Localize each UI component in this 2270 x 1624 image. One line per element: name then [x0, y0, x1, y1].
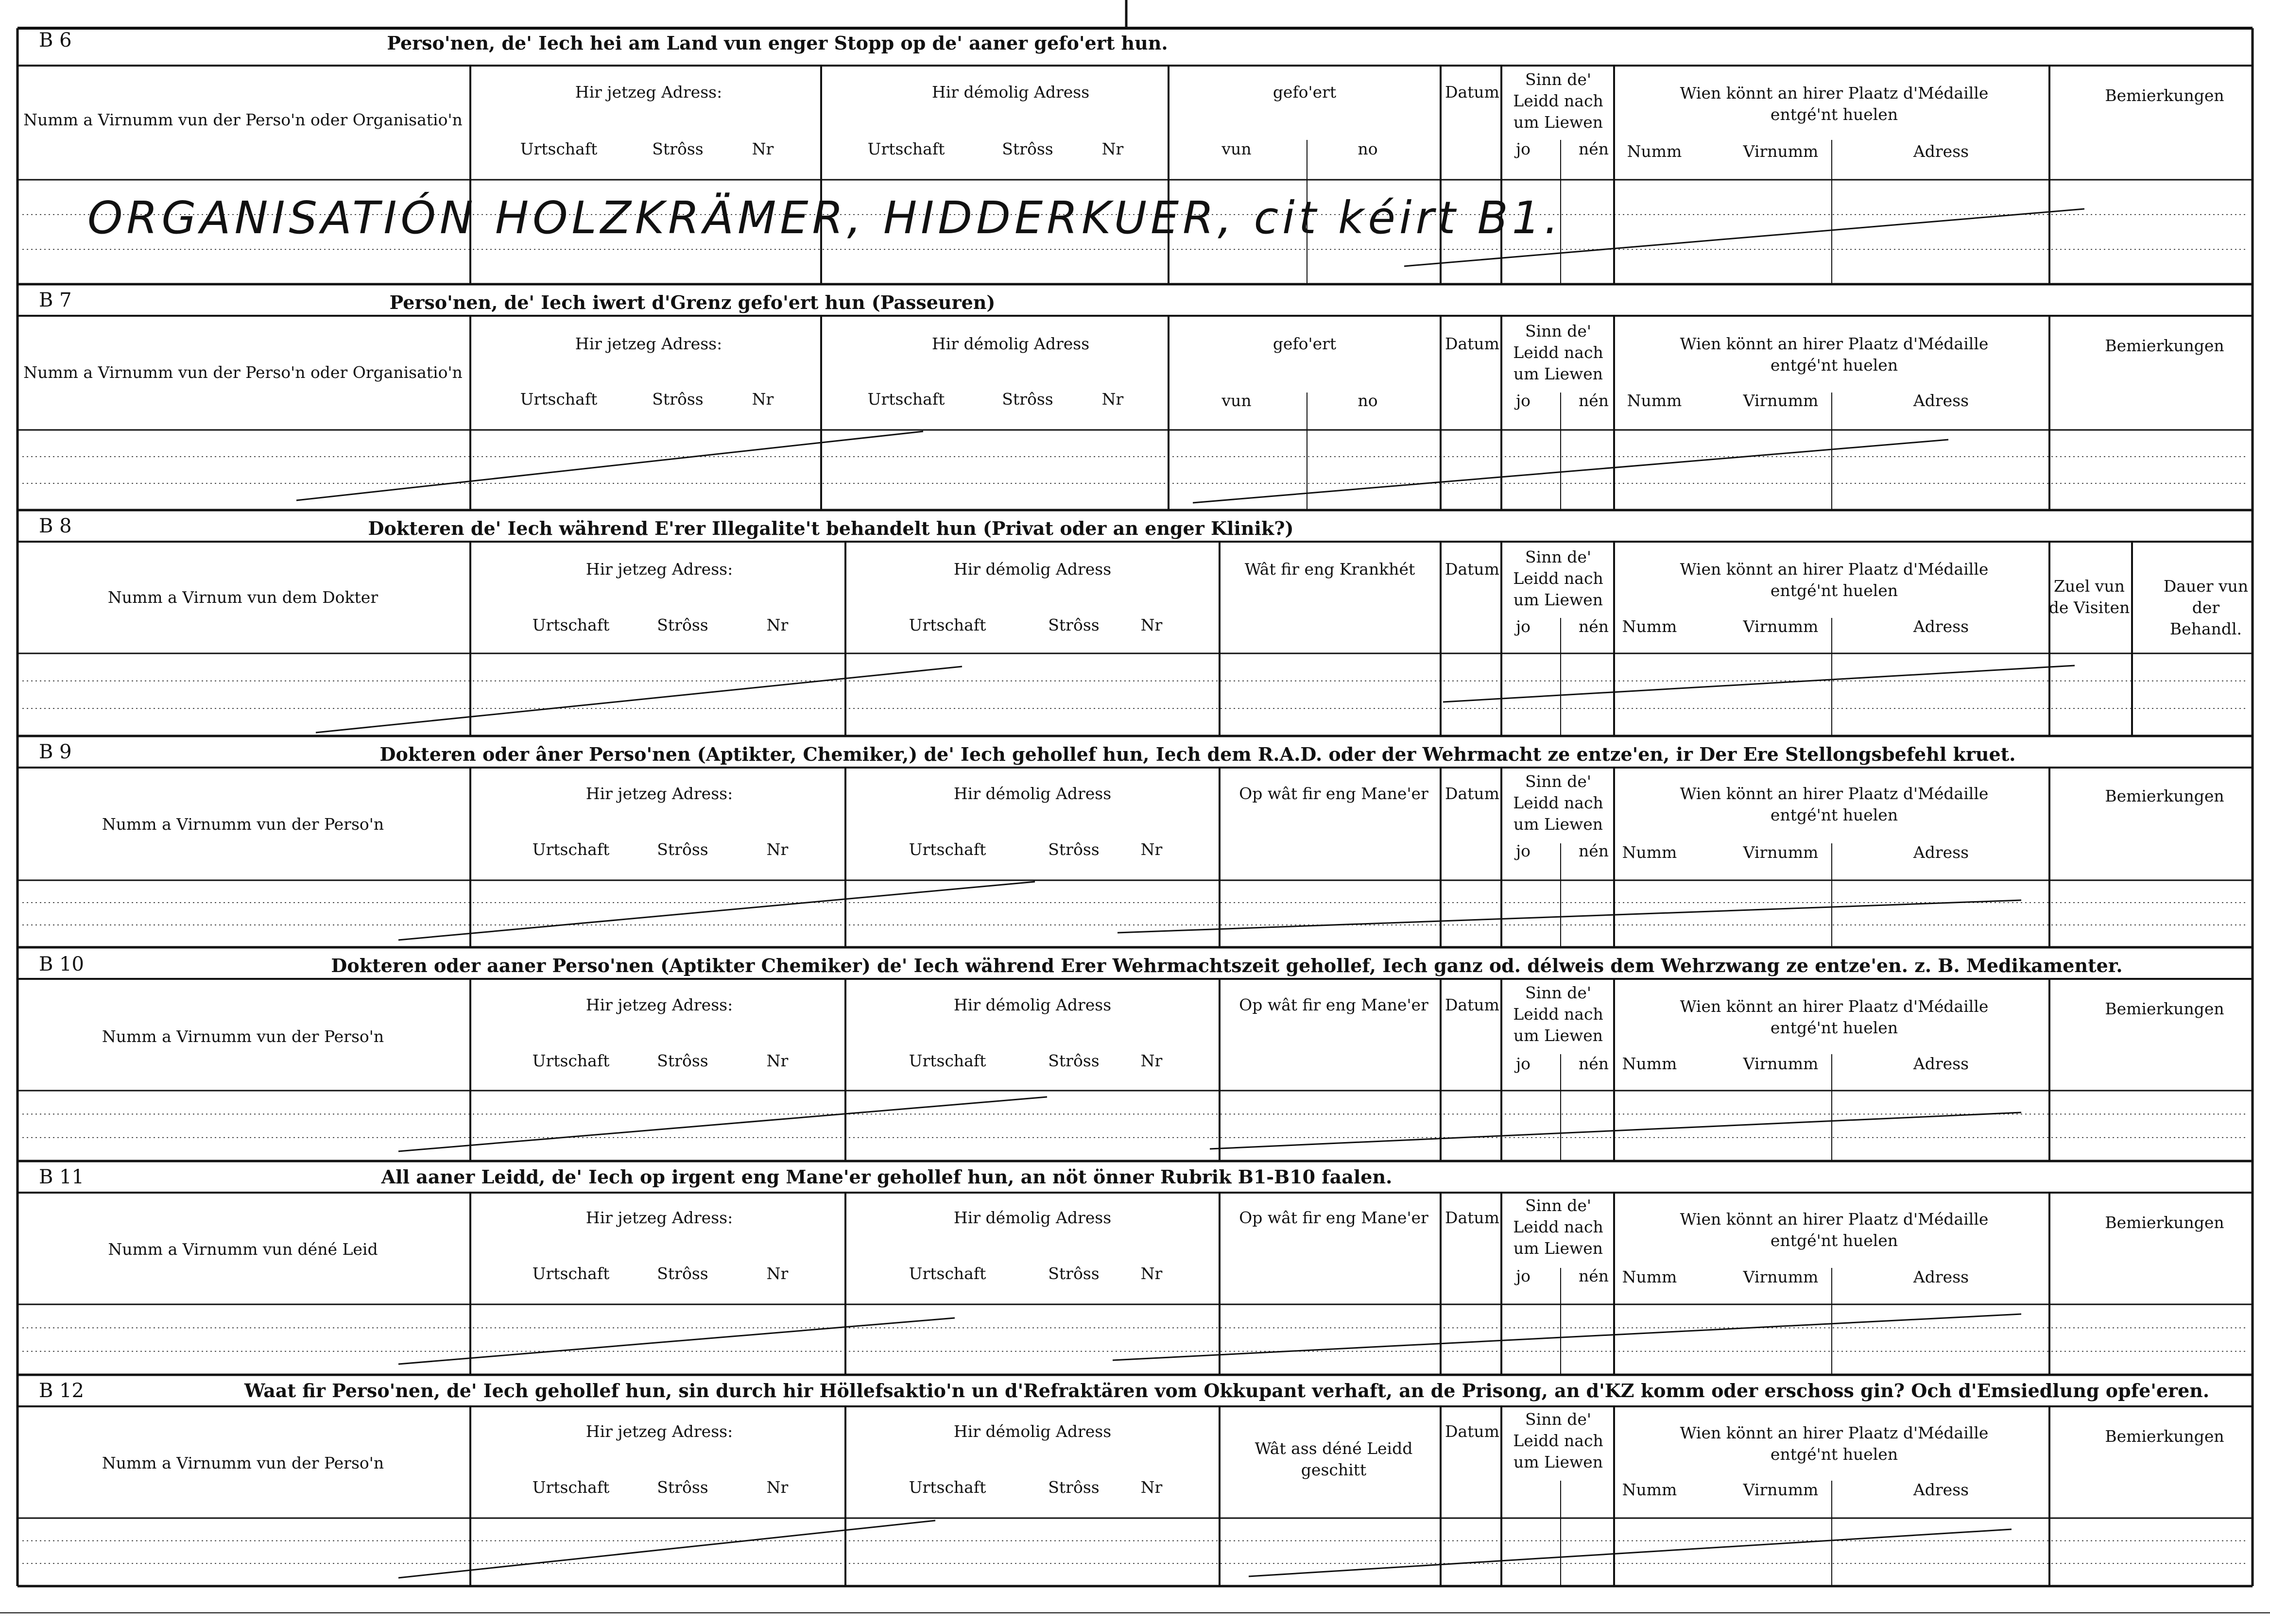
nr-label: Nr: [1140, 615, 1163, 634]
extra-sub2-b6: no: [1358, 139, 1378, 158]
visits-header-b8: Zuel vun de Visiten: [2048, 577, 2130, 617]
extra-header-b8: Wât fir eng Krankhét: [1244, 560, 1415, 579]
bemierkungen-label: Bemierkungen: [2105, 999, 2224, 1018]
urtschaft-label: Urtschaft: [909, 1478, 986, 1497]
nr-label: Nr: [766, 1264, 789, 1283]
nr-label: Nr: [1140, 1051, 1163, 1070]
stross-label: Strôss: [652, 390, 704, 409]
strike-line-b10-right: [1210, 1112, 2021, 1149]
datum-label: Datum: [1445, 784, 1499, 803]
current-address-header: Hir jetzeg Adress:: [575, 83, 722, 102]
current-address-header: Hir jetzeg Adress:: [585, 995, 733, 1014]
nr-label: Nr: [1140, 1478, 1163, 1497]
urtschaft-label: Urtschaft: [909, 1051, 986, 1070]
urtschaft-label: Urtschaft: [532, 1051, 610, 1070]
urtschaft-label: Urtschaft: [909, 615, 986, 634]
nen-label: nén: [1578, 617, 1609, 636]
extra-sub1-b6: vun: [1221, 139, 1252, 158]
name-header-b10: Numm a Virnumm vun der Perso'n: [102, 1027, 384, 1046]
sinn-label: Sinn de' Leidd nach um Liewen: [1513, 322, 1603, 383]
nr-label: Nr: [752, 390, 774, 409]
adress-label: Adress: [1913, 391, 1969, 410]
medaille-label: Wien könnt an hirer Plaatz d'Médaille entgé'nt huelen: [1680, 84, 1989, 124]
urtschaft-label: Urtschaft: [532, 1264, 610, 1283]
sinn-label: Sinn de' Leidd nach um Liewen: [1513, 547, 1603, 609]
urtschaft-label: Urtschaft: [867, 139, 945, 158]
urtschaft-label: Urtschaft: [532, 615, 610, 634]
sinn-label: Sinn de' Leidd nach um Liewen: [1513, 772, 1603, 834]
strike-line-b11-right: [1113, 1314, 2021, 1360]
stross-label: Strôss: [1048, 1264, 1100, 1283]
bemierkungen-label: Bemierkungen: [2105, 86, 2224, 105]
stross-label: Strôss: [652, 139, 704, 158]
stross-label: Strôss: [1048, 1478, 1100, 1497]
extra-sub2-b7: no: [1358, 391, 1378, 410]
former-address-header: Hir démolig Adress: [953, 784, 1112, 803]
medaille-label: Wien könnt an hirer Plaatz d'Médaille entgé'nt huelen: [1680, 334, 1989, 375]
nen-label: nén: [1578, 1054, 1609, 1073]
jo-label: jo: [1515, 1266, 1531, 1285]
urtschaft-label: Urtschaft: [532, 1478, 610, 1497]
strike-line-b10-left: [398, 1097, 1047, 1151]
stross-label: Strôss: [1002, 139, 1053, 158]
extra-header-b9: Op wât fir eng Mane'er: [1239, 784, 1428, 803]
current-address-header: Hir jetzeg Adress:: [585, 1208, 733, 1227]
section-title-b6: Perso'nen, de' Iech hei am Land vun enger Stopp op de' aaner gefo'ert hun.: [387, 32, 1168, 54]
strike-line-b12-left: [398, 1521, 935, 1578]
nr-label: Nr: [766, 1478, 789, 1497]
section-id-b7: B 7: [39, 289, 72, 311]
former-address-header: Hir démolig Adress: [953, 560, 1112, 579]
name-header-b12: Numm a Virnumm vun der Perso'n: [102, 1453, 384, 1472]
extra-header-b12: Wât ass déné Leidd geschitt: [1255, 1439, 1413, 1479]
stross-label: Strôss: [1048, 1051, 1100, 1070]
strike-line-b7-right: [1193, 440, 1948, 503]
stross-label: Strôss: [1048, 840, 1100, 859]
nen-label: nén: [1578, 139, 1609, 158]
virnumm-label: Virnumm: [1743, 1267, 1819, 1286]
datum-label: Datum: [1445, 560, 1499, 579]
virnumm-label: Virnumm: [1743, 391, 1819, 410]
numm-label: Numm: [1622, 1267, 1677, 1286]
stross-label: Strôss: [1002, 390, 1053, 409]
virnumm-label: Virnumm: [1743, 142, 1819, 161]
sinn-label: Sinn de' Leidd nach um Liewen: [1513, 1410, 1603, 1471]
urtschaft-label: Urtschaft: [867, 390, 945, 409]
strike-line-b8-left: [316, 667, 962, 733]
urtschaft-label: Urtschaft: [909, 1264, 986, 1283]
name-header-b6: Numm a Virnumm vun der Perso'n oder Organisatio'n: [23, 110, 463, 129]
numm-label: Numm: [1627, 391, 1682, 410]
adress-label: Adress: [1913, 1480, 1969, 1499]
sinn-label: Sinn de' Leidd nach um Liewen: [1513, 1196, 1603, 1258]
numm-label: Numm: [1627, 142, 1682, 161]
nr-label: Nr: [766, 615, 789, 634]
section-title-b10: Dokteren oder aaner Perso'nen (Aptikter Chemiker) de' Iech während Erer Wehrmachtszeit gehollef, Iech ganz od. délweis dem Wehrzwang ze entze'en. z. B. Medikamenter.: [331, 955, 2123, 976]
nen-label: nén: [1578, 841, 1609, 860]
name-header-b11: Numm a Virnumm vun déné Leid: [108, 1240, 378, 1259]
jo-label: jo: [1515, 139, 1531, 158]
name-header-b8: Numm a Virnum vun dem Dokter: [107, 588, 378, 607]
current-address-header: Hir jetzeg Adress:: [585, 560, 733, 579]
section-title-b12: Waat fir Perso'nen, de' Iech gehollef hun, sin durch hir Höllefsaktio'n un d'Refraktären vom Okkupant verhaft, an de Prisong, an d'KZ komm oder erschoss gin? Och d'Emsiedlung opfe'eren.: [244, 1380, 2210, 1402]
adress-label: Adress: [1913, 1054, 1969, 1073]
numm-label: Numm: [1622, 843, 1677, 862]
virnumm-label: Virnumm: [1743, 1054, 1819, 1073]
extra-header-b10: Op wât fir eng Mane'er: [1239, 995, 1428, 1014]
section-id-b9: B 9: [39, 741, 72, 763]
urtschaft-label: Urtschaft: [532, 840, 610, 859]
section-title-b7: Perso'nen, de' Iech iwert d'Grenz gefo'ert hun (Passeuren): [389, 291, 996, 313]
former-address-header: Hir démolig Adress: [953, 1422, 1112, 1441]
jo-label: jo: [1515, 391, 1531, 410]
stross-label: Strôss: [657, 1264, 708, 1283]
strike-line-b8-right: [1443, 666, 2075, 702]
former-address-header: Hir démolig Adress: [931, 334, 1090, 353]
former-address-header: Hir démolig Adress: [953, 995, 1112, 1014]
section-id-b10: B 10: [39, 953, 85, 975]
datum-label: Datum: [1445, 1208, 1499, 1227]
strike-line-b9-right: [1118, 900, 2021, 933]
nr-label: Nr: [766, 1051, 789, 1070]
nr-label: Nr: [1140, 1264, 1163, 1283]
extra-header-b7: gefo'ert: [1273, 334, 1337, 353]
bemierkungen-label: Bemierkungen: [2105, 1213, 2224, 1232]
adress-label: Adress: [1913, 142, 1969, 161]
urtschaft-label: Urtschaft: [909, 840, 986, 859]
current-address-header: Hir jetzeg Adress:: [585, 784, 733, 803]
medaille-label: Wien könnt an hirer Plaatz d'Médaille entgé'nt huelen: [1680, 997, 1989, 1037]
extra-header-b11: Op wât fir eng Mane'er: [1239, 1208, 1428, 1227]
urtschaft-label: Urtschaft: [520, 139, 598, 158]
nr-label: Nr: [766, 840, 789, 859]
name-header-b7: Numm a Virnumm vun der Perso'n oder Organisatio'n: [23, 363, 463, 382]
adress-label: Adress: [1913, 843, 1969, 862]
strike-line-b11-left: [398, 1318, 955, 1364]
numm-label: Numm: [1622, 1054, 1677, 1073]
extra-sub1-b7: vun: [1221, 391, 1252, 410]
jo-label: jo: [1515, 617, 1531, 636]
sinn-label: Sinn de' Leidd nach um Liewen: [1513, 70, 1603, 132]
stross-label: Strôss: [657, 1051, 708, 1070]
virnumm-label: Virnumm: [1743, 843, 1819, 862]
strike-line-b9-left: [398, 882, 1035, 940]
stross-label: Strôss: [657, 615, 708, 634]
nen-label: nén: [1578, 391, 1609, 410]
nr-label: Nr: [1101, 139, 1124, 158]
adress-label: Adress: [1913, 617, 1969, 636]
section-id-b6: B 6: [39, 29, 72, 51]
former-address-header: Hir démolig Adress: [931, 83, 1090, 102]
name-header-b9: Numm a Virnumm vun der Perso'n: [102, 815, 384, 834]
handwritten-entry-b6: ORGANISATIÓN HOLZKRÄMER, HIDDERKUER, cit kéirt B1.: [87, 192, 1563, 244]
adress-label: Adress: [1913, 1267, 1969, 1286]
nr-label: Nr: [1101, 390, 1124, 409]
medaille-label: Wien könnt an hirer Plaatz d'Médaille entgé'nt huelen: [1680, 784, 1989, 824]
section-id-b12: B 12: [39, 1380, 85, 1402]
medaille-label: Wien könnt an hirer Plaatz d'Médaille entgé'nt huelen: [1680, 1423, 1989, 1464]
numm-label: Numm: [1622, 1480, 1677, 1499]
datum-label: Datum: [1445, 83, 1499, 102]
jo-label: jo: [1515, 1054, 1531, 1073]
strike-line-b12-right: [1249, 1529, 2012, 1576]
stross-label: Strôss: [657, 840, 708, 859]
datum-label: Datum: [1445, 1422, 1499, 1441]
nr-label: Nr: [1140, 840, 1163, 859]
nr-label: Nr: [752, 139, 774, 158]
current-address-header: Hir jetzeg Adress:: [575, 334, 722, 353]
strike-line-b7-left: [296, 431, 923, 500]
medaille-label: Wien könnt an hirer Plaatz d'Médaille entgé'nt huelen: [1680, 560, 1989, 600]
bemierkungen-label: Bemierkungen: [2105, 1427, 2224, 1446]
urtschaft-label: Urtschaft: [520, 390, 598, 409]
virnumm-label: Virnumm: [1743, 617, 1819, 636]
virnumm-label: Virnumm: [1743, 1480, 1819, 1499]
sinn-label: Sinn de' Leidd nach um Liewen: [1513, 983, 1603, 1045]
extra-header-b6: gefo'ert: [1273, 83, 1337, 102]
bemierkungen-label: Bemierkungen: [2105, 786, 2224, 805]
datum-label: Datum: [1445, 995, 1499, 1014]
numm-label: Numm: [1622, 617, 1677, 636]
jo-label: jo: [1515, 841, 1531, 860]
section-title-b11: All aaner Leidd, de' Iech op irgent eng Mane'er gehollef hun, an nöt önner Rubrik B1-B10 faalen.: [381, 1166, 1393, 1188]
medaille-label: Wien könnt an hirer Plaatz d'Médaille entgé'nt huelen: [1680, 1210, 1989, 1250]
section-id-b8: B 8: [39, 515, 72, 537]
stross-label: Strôss: [1048, 615, 1100, 634]
current-address-header: Hir jetzeg Adress:: [585, 1422, 733, 1441]
stross-label: Strôss: [657, 1478, 708, 1497]
datum-label: Datum: [1445, 334, 1499, 353]
former-address-header: Hir démolig Adress: [953, 1208, 1112, 1227]
bemierkungen-label: Bemierkungen: [2105, 336, 2224, 355]
section-title-b8: Dokteren de' Iech während E'rer Illegalite't behandelt hun (Privat oder an enger Klinik?): [368, 517, 1294, 539]
section-id-b11: B 11: [39, 1166, 85, 1188]
nen-label: nén: [1578, 1266, 1609, 1285]
section-title-b9: Dokteren oder âner Perso'nen (Aptikter, Chemiker,) de' Iech gehollef hun, Iech dem R.A.D. oder der Wehrmacht ze entze'en, ir Der Ere Stellongsbefehl kruet.: [379, 743, 2016, 765]
duration-header-b8: Dauer vun der Behandl.: [2163, 577, 2249, 638]
